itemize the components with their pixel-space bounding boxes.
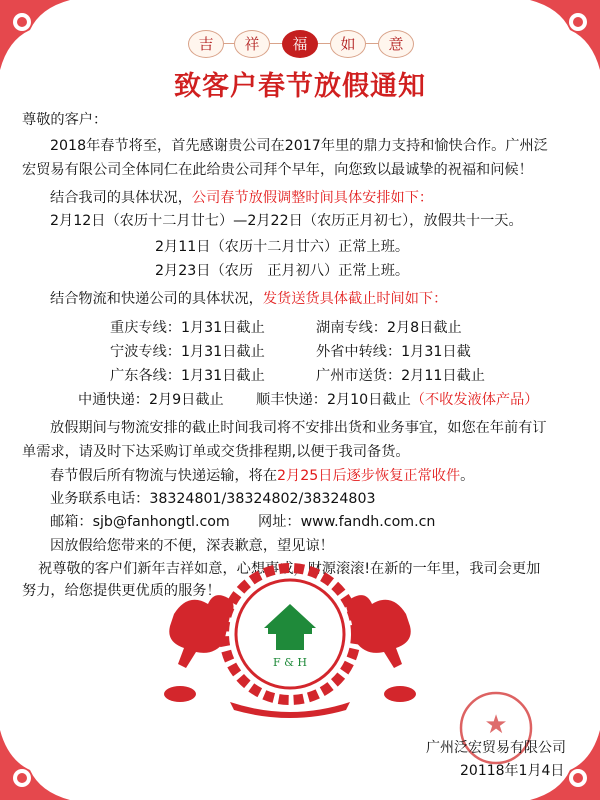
resume-notice-text: 春节假后所有物流与快递运输，将在 — [50, 468, 278, 484]
contact-phone: 业务联系电话：38324801/38324802/38324803 — [50, 491, 376, 507]
banner-lantern-center: 福 — [282, 26, 318, 60]
signature-date: 20118年1月4日 — [460, 763, 565, 779]
intro-line-2: 宏贸易有限公司全体同仁在此给贵公司拜个早年，向您致以最诚挚的祝福和问候！ — [22, 162, 533, 178]
banner-lantern: 意 — [378, 26, 414, 60]
logistics-intro-text: 结合物流和快递公司的具体状况， — [50, 291, 263, 307]
holiday-period: 2月12日（农历十二月廿七）—2月22日（农历正月初七），放假共十一天。 — [50, 213, 523, 229]
greeting: 尊敬的客户： — [22, 112, 108, 128]
signature-company: 广州泛宏贸易有限公司 — [426, 740, 566, 756]
logistics-item: 广东各线：1月31日截止 — [110, 368, 265, 384]
page-title: 致客户春节放假通知 — [174, 71, 426, 102]
corner-ornament-top-left — [0, 0, 70, 70]
blessing-banner — [188, 26, 413, 60]
logistics-item-sf — [256, 390, 538, 410]
resume-notice — [50, 466, 474, 486]
corner-ornament-top-right — [530, 0, 600, 70]
wishes-line-2: 努力，给您提供更优质的服务！ — [22, 583, 221, 599]
intro-line-1: 2018年春节将至，首先感谢贵公司在2017年里的鼎力支持和愉快合作。广州泛 — [50, 138, 548, 154]
schedule-intro — [50, 188, 433, 208]
logistics-item: 外省中转线：1月31日截 — [316, 344, 471, 360]
schedule-intro-highlight: 公司春节放假调整时间具体安排如下： — [191, 190, 434, 206]
logo-text: F & H — [272, 656, 308, 669]
schedule-intro-text: 结合我司的具体状况， — [50, 190, 192, 206]
papercut-ornament — [140, 562, 440, 722]
notice-line-2: 单需求，请及时下达采购订单或交货排程期,以便于我司备货。 — [22, 444, 410, 460]
logistics-item: 湖南专线：2月8日截止 — [316, 320, 462, 336]
work-resume-1: 2月11日（农历十二月廿六）正常上班。 — [155, 239, 410, 255]
resume-date: 2月25日后逐步恢复正常收件 — [277, 468, 461, 484]
svg-text:★: ★ — [484, 710, 508, 740]
contact-email: 邮箱：sjb@fanhongtl.com — [50, 514, 230, 530]
liquid-notice: （不收发液体产品） — [410, 392, 539, 408]
logistics-intro — [50, 289, 447, 309]
banner-lantern: 吉 — [188, 26, 224, 60]
logistics-item: 宁波专线：1月31日截止 — [110, 344, 265, 360]
apology: 因放假给您带来的不便，深表歉意，望见谅！ — [50, 538, 334, 554]
logistics-item: 重庆专线：1月31日截止 — [110, 320, 265, 336]
corner-ornament-bottom-left — [0, 730, 70, 800]
logistics-item-sf-text: 顺丰快递：2月10日截止 — [256, 392, 411, 408]
banner-lantern: 如 — [330, 26, 366, 60]
wishes-line-1: 祝尊敬的客户们新年吉祥如意，心想事成，财源滚滚!在新的一年里，我司会更加 — [38, 561, 541, 577]
logistics-intro-highlight: 发货送货具体截止时间如下： — [262, 291, 448, 307]
logistics-item: 广州市送货：2月11日截止 — [316, 368, 485, 384]
logistics-item: 中通快递：2月9日截止 — [78, 392, 224, 408]
contact-website: 网址：www.fandh.com.cn — [258, 514, 436, 530]
banner-lantern: 祥 — [234, 26, 270, 60]
resume-notice-end: 。 — [460, 468, 475, 484]
notice-line-1: 放假期间与物流安排的截止时间我司将不安排出货和业务事宜，如您在年前有订 — [50, 420, 547, 436]
work-resume-2: 2月23日（农历 正月初八）正常上班。 — [155, 263, 410, 279]
